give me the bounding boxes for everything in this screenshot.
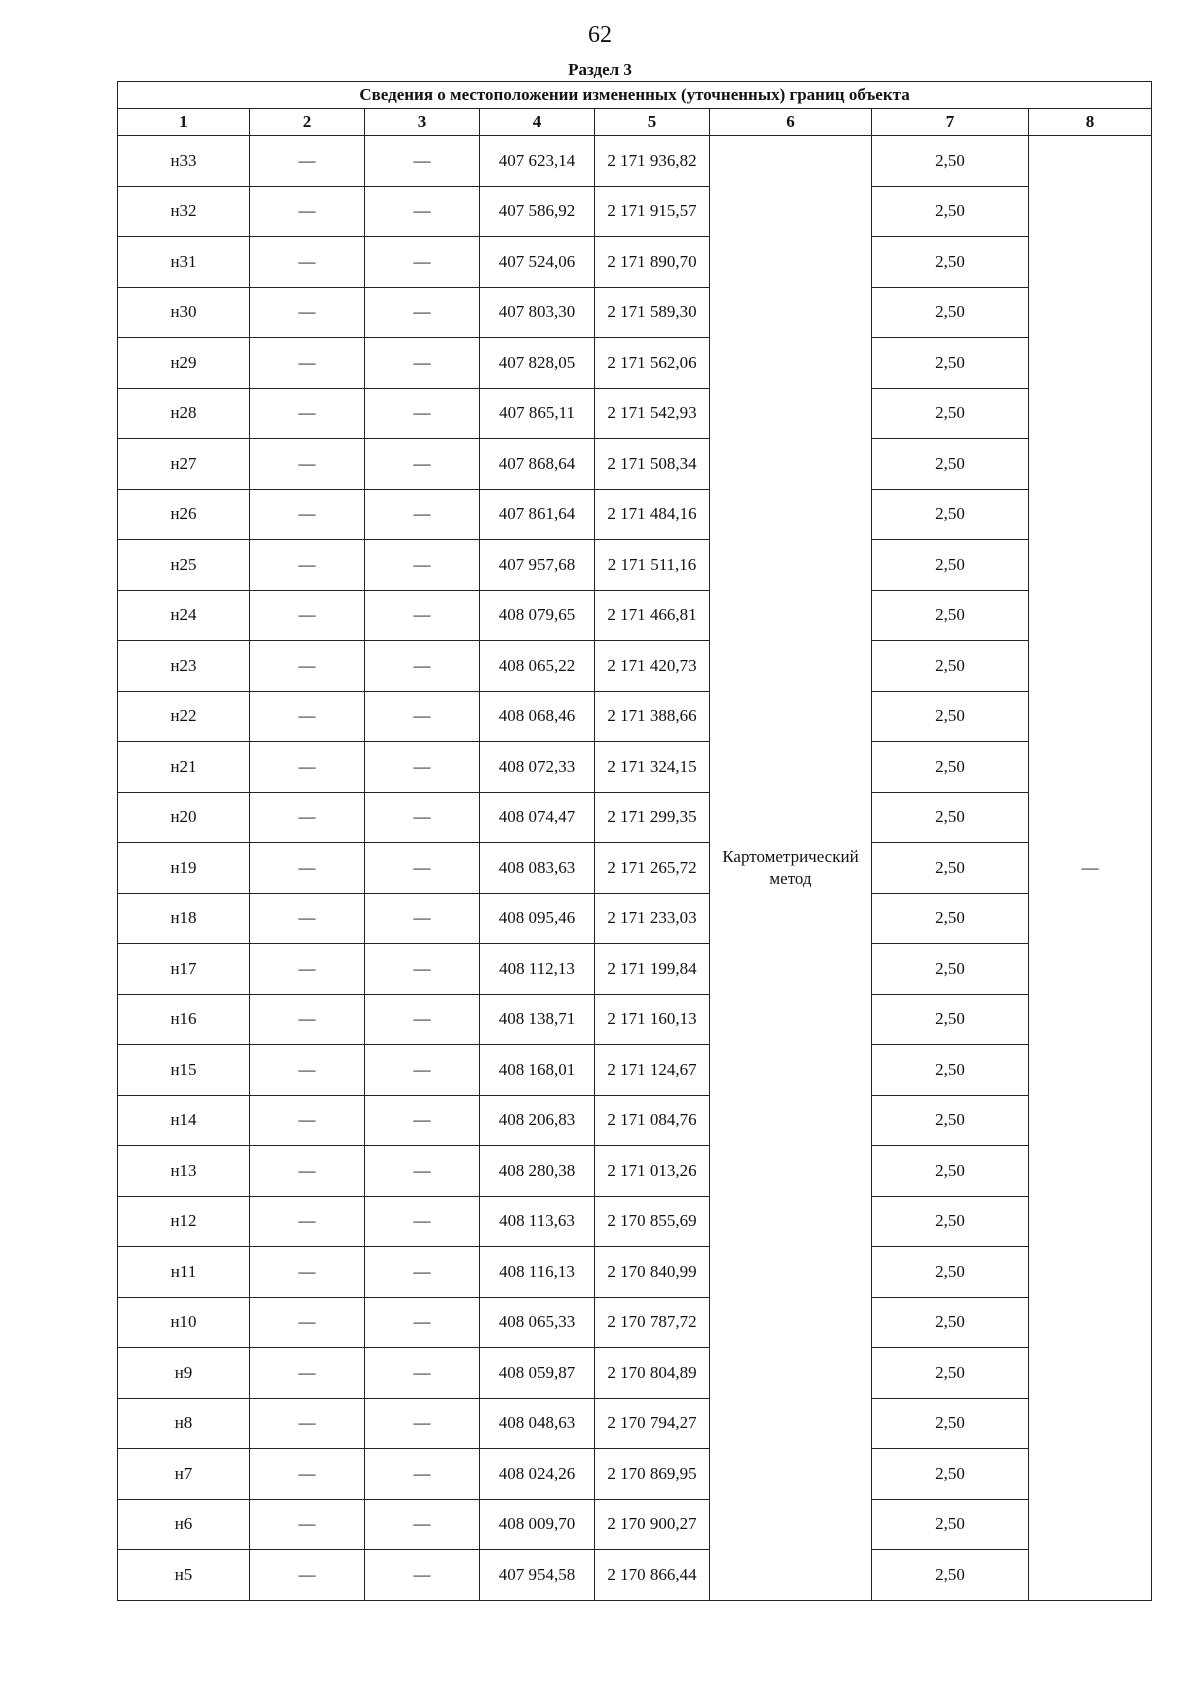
table-row: [118, 1297, 1152, 1348]
col2-cell: —: [250, 338, 365, 389]
col3-cell: —: [365, 843, 480, 894]
y-coordinate-cell: 2 171 562,06: [595, 338, 710, 389]
col2-cell: —: [250, 742, 365, 793]
y-coordinate-cell: 2 171 265,72: [595, 843, 710, 894]
col2-cell: —: [250, 1196, 365, 1247]
col2-cell: —: [250, 1348, 365, 1399]
y-coordinate-cell: 2 171 420,73: [595, 641, 710, 692]
y-coordinate-cell: 2 171 915,57: [595, 186, 710, 237]
column-number-5: 5: [595, 109, 710, 136]
x-coordinate-cell: 408 074,47: [480, 792, 595, 843]
point-id-cell: н6: [118, 1499, 250, 1550]
accuracy-cell: 2,50: [872, 641, 1029, 692]
table-row: [118, 1196, 1152, 1247]
point-id-cell: н30: [118, 287, 250, 338]
y-coordinate-cell: 2 170 855,69: [595, 1196, 710, 1247]
x-coordinate-cell: 408 065,33: [480, 1297, 595, 1348]
accuracy-cell: 2,50: [872, 792, 1029, 843]
y-coordinate-cell: 2 171 511,16: [595, 540, 710, 591]
table-row: [118, 1499, 1152, 1550]
col3-cell: —: [365, 691, 480, 742]
y-coordinate-cell: 2 170 787,72: [595, 1297, 710, 1348]
accuracy-cell: 2,50: [872, 1247, 1029, 1298]
col2-cell: —: [250, 186, 365, 237]
col2-cell: —: [250, 1045, 365, 1096]
col2-cell: —: [250, 136, 365, 187]
x-coordinate-cell: 407 868,64: [480, 439, 595, 490]
x-coordinate-cell: 407 524,06: [480, 237, 595, 288]
column-number-6: 6: [710, 109, 872, 136]
column-number-3: 3: [365, 109, 480, 136]
col3-cell: —: [365, 893, 480, 944]
table-row: [118, 792, 1152, 843]
accuracy-cell: 2,50: [872, 1550, 1029, 1601]
col3-cell: —: [365, 742, 480, 793]
accuracy-cell: 2,50: [872, 944, 1029, 995]
col3-cell: —: [365, 1095, 480, 1146]
point-id-cell: н27: [118, 439, 250, 490]
col2-cell: —: [250, 944, 365, 995]
col2-cell: —: [250, 590, 365, 641]
col2-cell: —: [250, 540, 365, 591]
y-coordinate-cell: 2 171 890,70: [595, 237, 710, 288]
accuracy-cell: 2,50: [872, 1146, 1029, 1197]
col2-cell: —: [250, 641, 365, 692]
accuracy-cell: 2,50: [872, 1297, 1029, 1348]
point-id-cell: н13: [118, 1146, 250, 1197]
point-id-cell: н12: [118, 1196, 250, 1247]
col3-cell: —: [365, 186, 480, 237]
x-coordinate-cell: 408 079,65: [480, 590, 595, 641]
y-coordinate-cell: 2 171 542,93: [595, 388, 710, 439]
col3-cell: —: [365, 1499, 480, 1550]
accuracy-cell: 2,50: [872, 994, 1029, 1045]
y-coordinate-cell: 2 171 589,30: [595, 287, 710, 338]
col2-cell: —: [250, 1499, 365, 1550]
x-coordinate-cell: 407 957,68: [480, 540, 595, 591]
col3-cell: —: [365, 1146, 480, 1197]
col2-cell: —: [250, 287, 365, 338]
boundary-coordinates-table: [117, 81, 1152, 1601]
col2-cell: —: [250, 489, 365, 540]
col3-cell: —: [365, 136, 480, 187]
table-row: [118, 843, 1152, 894]
col2-cell: —: [250, 1146, 365, 1197]
point-id-cell: н9: [118, 1348, 250, 1399]
point-id-cell: н8: [118, 1398, 250, 1449]
point-id-cell: н26: [118, 489, 250, 540]
col3-cell: —: [365, 388, 480, 439]
table-row: [118, 136, 1152, 187]
col3-cell: —: [365, 1297, 480, 1348]
x-coordinate-cell: 407 865,11: [480, 388, 595, 439]
y-coordinate-cell: 2 170 804,89: [595, 1348, 710, 1399]
x-coordinate-cell: 408 138,71: [480, 994, 595, 1045]
y-coordinate-cell: 2 171 124,67: [595, 1045, 710, 1096]
x-coordinate-cell: 408 083,63: [480, 843, 595, 894]
col2-cell: —: [250, 1550, 365, 1601]
table-row: [118, 1247, 1152, 1298]
point-id-cell: н5: [118, 1550, 250, 1601]
x-coordinate-cell: 408 048,63: [480, 1398, 595, 1449]
table-row: [118, 439, 1152, 490]
point-id-cell: н21: [118, 742, 250, 793]
table-body: [118, 136, 1152, 1601]
col2-cell: —: [250, 843, 365, 894]
table-row: [118, 742, 1152, 793]
point-id-cell: н14: [118, 1095, 250, 1146]
col3-cell: —: [365, 540, 480, 591]
col2-cell: —: [250, 1247, 365, 1298]
accuracy-cell: 2,50: [872, 1499, 1029, 1550]
accuracy-cell: 2,50: [872, 1196, 1029, 1247]
x-coordinate-cell: 408 116,13: [480, 1247, 595, 1298]
accuracy-cell: 2,50: [872, 287, 1029, 338]
col2-cell: —: [250, 439, 365, 490]
accuracy-cell: 2,50: [872, 136, 1029, 187]
x-coordinate-cell: 408 095,46: [480, 893, 595, 944]
x-coordinate-cell: 408 059,87: [480, 1348, 595, 1399]
col2-cell: —: [250, 1449, 365, 1500]
x-coordinate-cell: 408 280,38: [480, 1146, 595, 1197]
accuracy-cell: 2,50: [872, 843, 1029, 894]
accuracy-cell: 2,50: [872, 237, 1029, 288]
col2-cell: —: [250, 1297, 365, 1348]
y-coordinate-cell: 2 171 199,84: [595, 944, 710, 995]
col3-cell: —: [365, 1550, 480, 1601]
col2-cell: —: [250, 1095, 365, 1146]
col3-cell: —: [365, 287, 480, 338]
accuracy-cell: 2,50: [872, 489, 1029, 540]
x-coordinate-cell: 408 068,46: [480, 691, 595, 742]
col3-cell: —: [365, 994, 480, 1045]
point-id-cell: н22: [118, 691, 250, 742]
accuracy-cell: 2,50: [872, 1348, 1029, 1399]
y-coordinate-cell: 2 171 484,16: [595, 489, 710, 540]
y-coordinate-cell: 2 171 013,26: [595, 1146, 710, 1197]
accuracy-cell: 2,50: [872, 540, 1029, 591]
page-number: 62: [588, 22, 612, 48]
point-id-cell: н32: [118, 186, 250, 237]
col3-cell: —: [365, 1348, 480, 1399]
accuracy-cell: 2,50: [872, 742, 1029, 793]
col3-cell: —: [365, 944, 480, 995]
accuracy-cell: 2,50: [872, 691, 1029, 742]
table-row: [118, 893, 1152, 944]
point-id-cell: н28: [118, 388, 250, 439]
table-row: [118, 1398, 1152, 1449]
accuracy-cell: 2,50: [872, 893, 1029, 944]
table-row: [118, 994, 1152, 1045]
x-coordinate-cell: 407 861,64: [480, 489, 595, 540]
x-coordinate-cell: 408 024,26: [480, 1449, 595, 1500]
method-cell: Картометрический метод: [710, 136, 872, 1601]
col3-cell: —: [365, 641, 480, 692]
col3-cell: —: [365, 1247, 480, 1298]
point-id-cell: н29: [118, 338, 250, 389]
accuracy-cell: 2,50: [872, 1095, 1029, 1146]
point-id-cell: н7: [118, 1449, 250, 1500]
point-id-cell: н33: [118, 136, 250, 187]
point-id-cell: н25: [118, 540, 250, 591]
x-coordinate-cell: 408 009,70: [480, 1499, 595, 1550]
y-coordinate-cell: 2 171 388,66: [595, 691, 710, 742]
y-coordinate-cell: 2 170 794,27: [595, 1398, 710, 1449]
y-coordinate-cell: 2 170 840,99: [595, 1247, 710, 1298]
table-row: [118, 641, 1152, 692]
point-id-cell: н19: [118, 843, 250, 894]
table-row: [118, 1045, 1152, 1096]
x-coordinate-cell: 408 072,33: [480, 742, 595, 793]
table-row: [118, 186, 1152, 237]
table-row: [118, 237, 1152, 288]
point-id-cell: н17: [118, 944, 250, 995]
col3-cell: —: [365, 1045, 480, 1096]
accuracy-cell: 2,50: [872, 439, 1029, 490]
table-row: [118, 287, 1152, 338]
col2-cell: —: [250, 388, 365, 439]
col2-cell: —: [250, 691, 365, 742]
col3-cell: —: [365, 1398, 480, 1449]
accuracy-cell: 2,50: [872, 338, 1029, 389]
accuracy-cell: 2,50: [872, 1045, 1029, 1096]
column-number-2: 2: [250, 109, 365, 136]
col3-cell: —: [365, 1196, 480, 1247]
accuracy-cell: 2,50: [872, 590, 1029, 641]
table-row: [118, 489, 1152, 540]
column-number-7: 7: [872, 109, 1029, 136]
table-row: [118, 1449, 1152, 1500]
x-coordinate-cell: 407 586,92: [480, 186, 595, 237]
y-coordinate-cell: 2 170 866,44: [595, 1550, 710, 1601]
table-row: [118, 1095, 1152, 1146]
table-row: [118, 691, 1152, 742]
point-id-cell: н18: [118, 893, 250, 944]
table-row: [118, 1348, 1152, 1399]
x-coordinate-cell: 408 206,83: [480, 1095, 595, 1146]
table-row: [118, 388, 1152, 439]
x-coordinate-cell: 408 168,01: [480, 1045, 595, 1096]
point-id-cell: н10: [118, 1297, 250, 1348]
y-coordinate-cell: 2 171 466,81: [595, 590, 710, 641]
y-coordinate-cell: 2 171 160,13: [595, 994, 710, 1045]
y-coordinate-cell: 2 171 233,03: [595, 893, 710, 944]
col3-cell: —: [365, 237, 480, 288]
column-number-1: 1: [118, 109, 250, 136]
point-id-cell: н24: [118, 590, 250, 641]
x-coordinate-cell: 408 065,22: [480, 641, 595, 692]
x-coordinate-cell: 407 828,05: [480, 338, 595, 389]
column-number-row: [118, 109, 1152, 136]
x-coordinate-cell: 408 113,63: [480, 1196, 595, 1247]
y-coordinate-cell: 2 170 869,95: [595, 1449, 710, 1500]
col2-cell: —: [250, 1398, 365, 1449]
col2-cell: —: [250, 893, 365, 944]
point-id-cell: н15: [118, 1045, 250, 1096]
y-coordinate-cell: 2 171 299,35: [595, 792, 710, 843]
y-coordinate-cell: 2 170 900,27: [595, 1499, 710, 1550]
y-coordinate-cell: 2 171 936,82: [595, 136, 710, 187]
col3-cell: —: [365, 439, 480, 490]
table-row: [118, 1146, 1152, 1197]
col2-cell: —: [250, 792, 365, 843]
y-coordinate-cell: 2 171 084,76: [595, 1095, 710, 1146]
col2-cell: —: [250, 994, 365, 1045]
table-row: [118, 1550, 1152, 1601]
point-id-cell: н23: [118, 641, 250, 692]
accuracy-cell: 2,50: [872, 1398, 1029, 1449]
point-id-cell: н16: [118, 994, 250, 1045]
y-coordinate-cell: 2 171 324,15: [595, 742, 710, 793]
accuracy-cell: 2,50: [872, 186, 1029, 237]
point-id-cell: н11: [118, 1247, 250, 1298]
table-caption: Сведения о местоположении измененных (уточненных) границ объекта: [118, 82, 1152, 109]
point-id-cell: н20: [118, 792, 250, 843]
col3-cell: —: [365, 590, 480, 641]
section-title: Раздел 3: [568, 60, 632, 79]
table-row: [118, 590, 1152, 641]
col3-cell: —: [365, 792, 480, 843]
col2-cell: —: [250, 237, 365, 288]
x-coordinate-cell: 407 954,58: [480, 1550, 595, 1601]
column-number-8: 8: [1029, 109, 1152, 136]
col3-cell: —: [365, 338, 480, 389]
table-row: [118, 540, 1152, 591]
col3-cell: —: [365, 1449, 480, 1500]
y-coordinate-cell: 2 171 508,34: [595, 439, 710, 490]
col3-cell: —: [365, 489, 480, 540]
column-number-4: 4: [480, 109, 595, 136]
x-coordinate-cell: 407 803,30: [480, 287, 595, 338]
x-coordinate-cell: 407 623,14: [480, 136, 595, 187]
table-row: [118, 944, 1152, 995]
accuracy-cell: 2,50: [872, 1449, 1029, 1500]
accuracy-cell: 2,50: [872, 388, 1029, 439]
table-row: [118, 338, 1152, 389]
column8-cell: —: [1029, 136, 1152, 1601]
point-id-cell: н31: [118, 237, 250, 288]
x-coordinate-cell: 408 112,13: [480, 944, 595, 995]
